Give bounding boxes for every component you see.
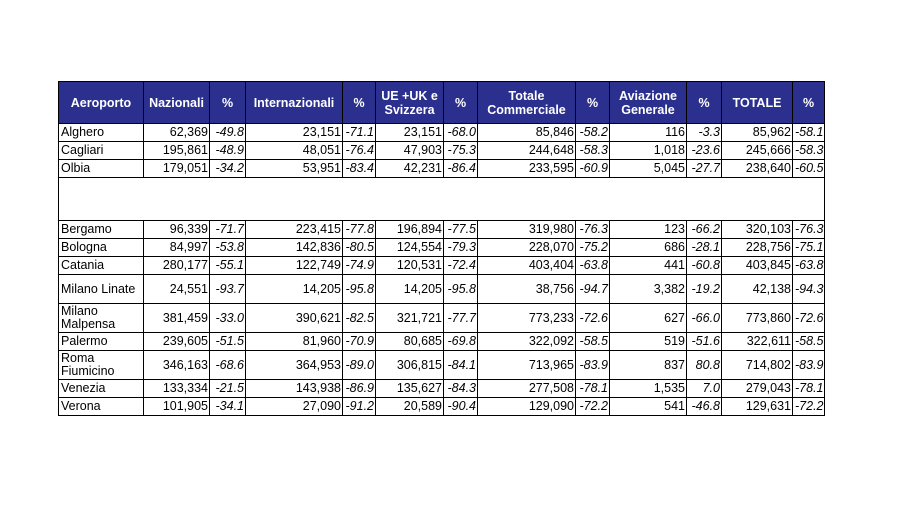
aviazione-generale-cell: 441 [610,257,687,275]
aviazione-generale-cell: 837 [610,351,687,380]
internazionali-cell: 122,749 [246,257,343,275]
aviazione-generale-pct-cell: -60.8 [687,257,722,275]
totale-pct-cell: -60.5 [793,160,825,178]
internazionali-pct-cell: -71.1 [343,124,376,142]
ue-uk-pct-cell: -68.0 [444,124,478,142]
ue-uk-pct-cell: -84.3 [444,380,478,398]
nazionali-pct-cell: -48.9 [210,142,246,160]
internazionali-pct-cell: -83.4 [343,160,376,178]
ue-uk-cell: 14,205 [376,275,444,304]
spacer-row [59,178,825,221]
header-pct-aviazione-generale: % [687,82,722,124]
table-row [59,124,825,142]
aviazione-generale-pct-cell: -27.7 [687,160,722,178]
totale-commerciale-cell: 322,092 [478,333,576,351]
totale-pct-cell: -76.3 [793,221,825,239]
internazionali-cell: 53,951 [246,160,343,178]
totale-commerciale-cell: 319,980 [478,221,576,239]
aviazione-generale-cell: 1,018 [610,142,687,160]
aviazione-generale-cell: 1,535 [610,380,687,398]
ue-uk-pct-cell: -90.4 [444,398,478,416]
header-totale-commerciale: Totale Commerciale [478,82,576,124]
totale-commerciale-cell: 85,846 [478,124,576,142]
internazionali-cell: 223,415 [246,221,343,239]
totale-commerciale-pct-cell: -60.9 [576,160,610,178]
totale-commerciale-cell: 129,090 [478,398,576,416]
aviazione-generale-pct-cell: 80.8 [687,351,722,380]
totale-cell: 322,611 [722,333,793,351]
totale-commerciale-cell: 277,508 [478,380,576,398]
table-row [59,398,825,416]
internazionali-cell: 142,836 [246,239,343,257]
airport-name-cell: Roma Fiumicino [59,351,144,380]
nazionali-cell: 239,605 [144,333,210,351]
ue-uk-cell: 20,589 [376,398,444,416]
totale-commerciale-pct-cell: -63.8 [576,257,610,275]
aviazione-generale-cell: 519 [610,333,687,351]
totale-commerciale-cell: 228,070 [478,239,576,257]
totale-cell: 279,043 [722,380,793,398]
nazionali-pct-cell: -68.6 [210,351,246,380]
ue-uk-pct-cell: -77.5 [444,221,478,239]
header-pct-totale: % [793,82,825,124]
totale-commerciale-cell: 713,965 [478,351,576,380]
totale-cell: 85,962 [722,124,793,142]
totale-cell: 42,138 [722,275,793,304]
airport-name-cell: Venezia [59,380,144,398]
ue-uk-cell: 120,531 [376,257,444,275]
ue-uk-cell: 80,685 [376,333,444,351]
totale-commerciale-pct-cell: -72.6 [576,304,610,333]
totale-cell: 238,640 [722,160,793,178]
ue-uk-cell: 124,554 [376,239,444,257]
header-pct-totale-commerciale: % [576,82,610,124]
nazionali-cell: 195,861 [144,142,210,160]
spacer-cell [59,178,825,221]
totale-cell: 245,666 [722,142,793,160]
internazionali-pct-cell: -76.4 [343,142,376,160]
aviazione-generale-pct-cell: -3.3 [687,124,722,142]
aviazione-generale-pct-cell: 7.0 [687,380,722,398]
header-nazionali: Nazionali [144,82,210,124]
ue-uk-cell: 321,721 [376,304,444,333]
totale-commerciale-pct-cell: -72.2 [576,398,610,416]
internazionali-pct-cell: -70.9 [343,333,376,351]
internazionali-pct-cell: -91.2 [343,398,376,416]
airport-traffic-table [58,81,825,416]
table-row [59,239,825,257]
table-row [59,380,825,398]
totale-commerciale-pct-cell: -94.7 [576,275,610,304]
nazionali-pct-cell: -55.1 [210,257,246,275]
nazionali-cell: 179,051 [144,160,210,178]
aviazione-generale-cell: 627 [610,304,687,333]
totale-pct-cell: -83.9 [793,351,825,380]
totale-commerciale-cell: 244,648 [478,142,576,160]
airport-name-cell: Verona [59,398,144,416]
nazionali-pct-cell: -49.8 [210,124,246,142]
ue-uk-pct-cell: -72.4 [444,257,478,275]
nazionali-cell: 101,905 [144,398,210,416]
ue-uk-pct-cell: -84.1 [444,351,478,380]
airport-name-cell: Catania [59,257,144,275]
ue-uk-cell: 47,903 [376,142,444,160]
internazionali-cell: 390,621 [246,304,343,333]
table-row [59,304,825,333]
nazionali-pct-cell: -93.7 [210,275,246,304]
totale-commerciale-pct-cell: -58.3 [576,142,610,160]
nazionali-pct-cell: -34.2 [210,160,246,178]
nazionali-cell: 96,339 [144,221,210,239]
aviazione-generale-pct-cell: -66.2 [687,221,722,239]
aviazione-generale-cell: 116 [610,124,687,142]
ue-uk-pct-cell: -75.3 [444,142,478,160]
totale-commerciale-pct-cell: -83.9 [576,351,610,380]
totale-commerciale-pct-cell: -78.1 [576,380,610,398]
airport-name-cell: Palermo [59,333,144,351]
nazionali-pct-cell: -53.8 [210,239,246,257]
internazionali-cell: 364,953 [246,351,343,380]
totale-pct-cell: -58.5 [793,333,825,351]
ue-uk-pct-cell: -79.3 [444,239,478,257]
airport-name-cell: Alghero [59,124,144,142]
table-row [59,142,825,160]
aviazione-generale-cell: 5,045 [610,160,687,178]
ue-uk-pct-cell: -86.4 [444,160,478,178]
table-row [59,275,825,304]
nazionali-cell: 280,177 [144,257,210,275]
ue-uk-cell: 196,894 [376,221,444,239]
ue-uk-cell: 42,231 [376,160,444,178]
nazionali-cell: 133,334 [144,380,210,398]
header-totale: TOTALE [722,82,793,124]
totale-pct-cell: -94.3 [793,275,825,304]
totale-pct-cell: -63.8 [793,257,825,275]
totale-cell: 714,802 [722,351,793,380]
airport-name-cell: Cagliari [59,142,144,160]
header-pct-ue-uk: % [444,82,478,124]
header-pct-nazionali: % [210,82,246,124]
header-aviazione-generale: Aviazione Generale [610,82,687,124]
nazionali-pct-cell: -34.1 [210,398,246,416]
table-row [59,221,825,239]
totale-commerciale-cell: 38,756 [478,275,576,304]
totale-commerciale-cell: 773,233 [478,304,576,333]
aviazione-generale-pct-cell: -23.6 [687,142,722,160]
nazionali-pct-cell: -21.5 [210,380,246,398]
internazionali-cell: 143,938 [246,380,343,398]
totale-commerciale-pct-cell: -58.2 [576,124,610,142]
header-ue-uk-svizzera: UE +UK e Svizzera [376,82,444,124]
internazionali-cell: 23,151 [246,124,343,142]
aviazione-generale-cell: 686 [610,239,687,257]
totale-commerciale-cell: 403,404 [478,257,576,275]
totale-commerciale-pct-cell: -75.2 [576,239,610,257]
internazionali-pct-cell: -80.5 [343,239,376,257]
nazionali-pct-cell: -33.0 [210,304,246,333]
totale-pct-cell: -78.1 [793,380,825,398]
ue-uk-cell: 23,151 [376,124,444,142]
totale-commerciale-pct-cell: -76.3 [576,221,610,239]
totale-pct-cell: -58.1 [793,124,825,142]
ue-uk-pct-cell: -95.8 [444,275,478,304]
header-row [59,82,825,124]
aviazione-generale-cell: 123 [610,221,687,239]
aviazione-generale-pct-cell: -51.6 [687,333,722,351]
totale-commerciale-cell: 233,595 [478,160,576,178]
aviazione-generale-cell: 3,382 [610,275,687,304]
aviazione-generale-pct-cell: -19.2 [687,275,722,304]
totale-cell: 320,103 [722,221,793,239]
airport-name-cell: Milano Malpensa [59,304,144,333]
totale-cell: 773,860 [722,304,793,333]
header-aeroporto: Aeroporto [59,82,144,124]
airport-name-cell: Bologna [59,239,144,257]
internazionali-cell: 48,051 [246,142,343,160]
ue-uk-pct-cell: -77.7 [444,304,478,333]
header-internazionali: Internazionali [246,82,343,124]
internazionali-pct-cell: -95.8 [343,275,376,304]
nazionali-cell: 381,459 [144,304,210,333]
nazionali-pct-cell: -71.7 [210,221,246,239]
totale-pct-cell: -72.6 [793,304,825,333]
table-row [59,160,825,178]
nazionali-cell: 84,997 [144,239,210,257]
aviazione-generale-pct-cell: -66.0 [687,304,722,333]
table-row [59,351,825,380]
totale-cell: 228,756 [722,239,793,257]
nazionali-pct-cell: -51.5 [210,333,246,351]
internazionali-cell: 27,090 [246,398,343,416]
airport-name-cell: Olbia [59,160,144,178]
totale-pct-cell: -58.3 [793,142,825,160]
internazionali-pct-cell: -86.9 [343,380,376,398]
aviazione-generale-pct-cell: -46.8 [687,398,722,416]
nazionali-cell: 24,551 [144,275,210,304]
totale-cell: 403,845 [722,257,793,275]
internazionali-pct-cell: -77.8 [343,221,376,239]
internazionali-cell: 14,205 [246,275,343,304]
nazionali-cell: 346,163 [144,351,210,380]
header-pct-internazionali: % [343,82,376,124]
internazionali-pct-cell: -82.5 [343,304,376,333]
totale-cell: 129,631 [722,398,793,416]
internazionali-pct-cell: -74.9 [343,257,376,275]
totale-commerciale-pct-cell: -58.5 [576,333,610,351]
nazionali-cell: 62,369 [144,124,210,142]
table-row [59,333,825,351]
internazionali-cell: 81,960 [246,333,343,351]
airport-name-cell: Milano Linate [59,275,144,304]
totale-pct-cell: -75.1 [793,239,825,257]
ue-uk-cell: 306,815 [376,351,444,380]
internazionali-pct-cell: -89.0 [343,351,376,380]
aviazione-generale-pct-cell: -28.1 [687,239,722,257]
totale-pct-cell: -72.2 [793,398,825,416]
table-row [59,257,825,275]
ue-uk-pct-cell: -69.8 [444,333,478,351]
aviazione-generale-cell: 541 [610,398,687,416]
airport-name-cell: Bergamo [59,221,144,239]
ue-uk-cell: 135,627 [376,380,444,398]
